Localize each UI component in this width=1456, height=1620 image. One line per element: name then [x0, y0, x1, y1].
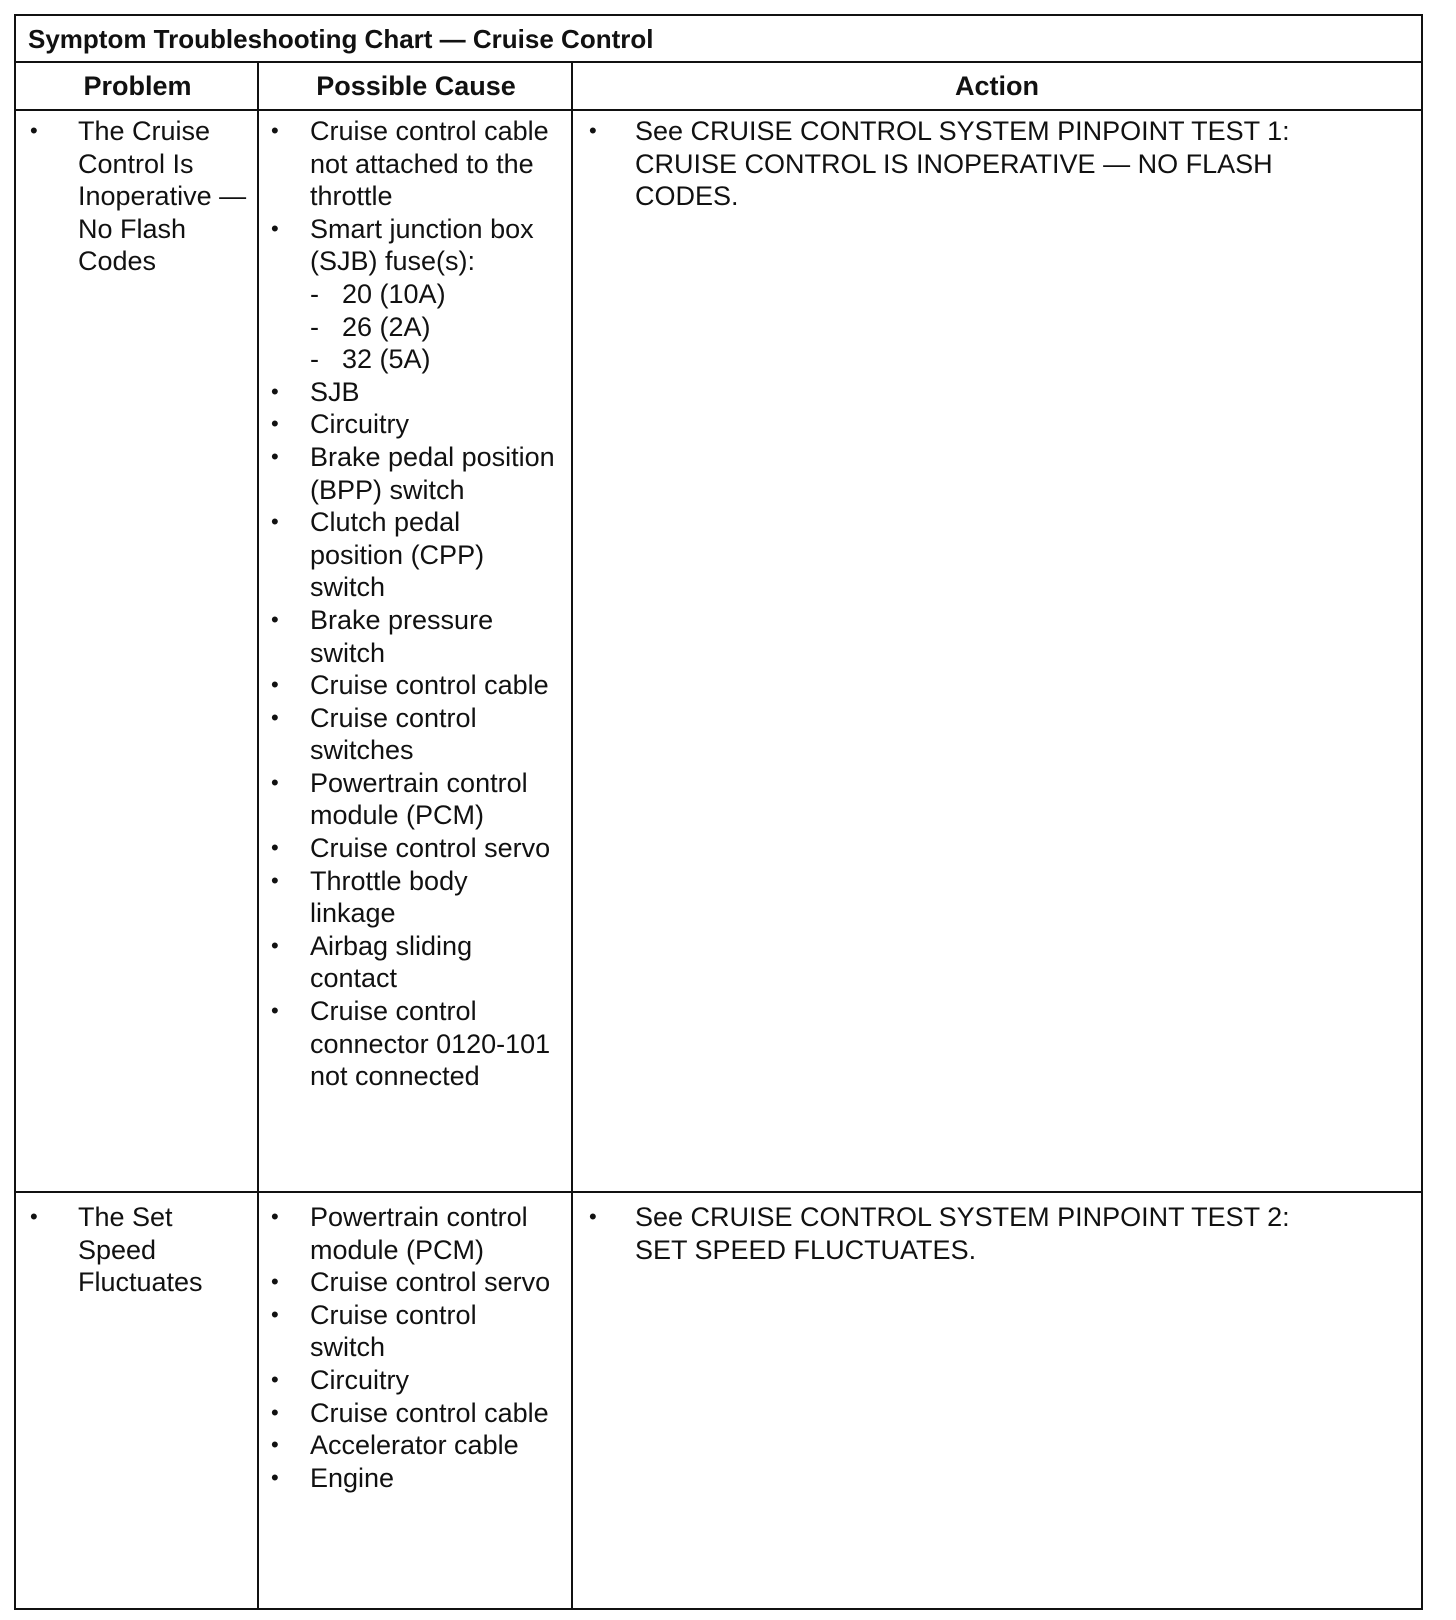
- cause-text: Cruise control cable: [310, 1397, 549, 1428]
- bullet-icon: •: [271, 932, 279, 958]
- bullet-icon: •: [271, 1399, 279, 1425]
- list-item: [259, 930, 559, 995]
- cause-text: Clutch pedal position (CPP) switch: [310, 507, 485, 603]
- cause-text: Engine: [310, 1462, 395, 1493]
- bullet-icon: •: [271, 1301, 279, 1327]
- bullet-icon: •: [271, 835, 279, 861]
- list-item: [259, 115, 559, 213]
- bullet-icon: •: [271, 411, 279, 437]
- bullet-icon: •: [271, 998, 279, 1024]
- bullet-icon: •: [271, 443, 279, 469]
- fuse-list: [310, 278, 559, 376]
- list-item: [259, 1397, 559, 1430]
- list-item: [259, 995, 559, 1093]
- fuse-item: [310, 343, 559, 376]
- cause-text: Cruise control switches: [310, 702, 477, 766]
- bullet-icon: •: [271, 1432, 279, 1458]
- cause-text: Cruise control cable not attached to the throttle: [310, 116, 549, 212]
- list-item: [259, 1299, 559, 1364]
- fuse-item: [310, 311, 559, 344]
- bullet-icon: •: [271, 1366, 279, 1392]
- list-item: [573, 1201, 1313, 1266]
- list-item: [259, 376, 559, 409]
- list-item: [259, 767, 559, 832]
- list-item: [259, 408, 559, 441]
- bullet-icon: •: [271, 672, 279, 698]
- bullet-icon: •: [271, 378, 279, 404]
- column-divider: [571, 63, 573, 1608]
- list-item: [259, 865, 559, 930]
- list-item: [259, 1462, 559, 1495]
- bullet-icon: •: [271, 606, 279, 632]
- list-item: [259, 1266, 559, 1299]
- fuse-item: [310, 278, 559, 311]
- cause-text: SJB: [310, 376, 360, 407]
- cause-text: Powertrain control module (PCM): [310, 1202, 528, 1265]
- cause-text: Cruise control cable: [310, 670, 549, 701]
- chart-title: Symptom Troubleshooting Chart — Cruise Control: [16, 16, 1421, 63]
- bullet-icon: •: [271, 1269, 279, 1295]
- problem-text: The Cruise Control Is Inoperative — No Flash Codes: [78, 116, 247, 277]
- bullet-icon: •: [271, 1464, 279, 1490]
- cause-text: Circuitry: [310, 1364, 409, 1395]
- cause-text: Cruise control servo: [310, 833, 551, 864]
- troubleshooting-chart: [14, 14, 1423, 1610]
- cause-text: Brake pedal position (BPP) switch: [310, 441, 555, 505]
- bullet-icon: •: [271, 215, 279, 241]
- list-item: [259, 1201, 559, 1266]
- problem-text: The Set Speed Fluctuates: [78, 1202, 203, 1298]
- cause-text: Airbag sliding contact: [310, 930, 473, 994]
- row-2-action: [573, 1201, 1313, 1266]
- list-item: [259, 441, 559, 506]
- header-possible-cause: Possible Cause: [259, 63, 573, 111]
- fuse-text: 20 (10A): [342, 278, 446, 309]
- cause-text: Smart junction box (SJB) fuse(s):: [310, 213, 534, 277]
- list-item: [573, 115, 1333, 213]
- list-item: [259, 1364, 559, 1397]
- action-text: See CRUISE CONTROL SYSTEM PINPOINT TEST 1: CRUISE CONTROL IS INOPERATIVE — NO FLASH CODES.: [635, 116, 1290, 212]
- cause-text: Brake pressure switch: [310, 604, 494, 668]
- row-1-problem: [16, 115, 257, 278]
- bullet-icon: •: [271, 704, 279, 730]
- list-item: [259, 669, 559, 702]
- bullet-icon: •: [30, 118, 38, 143]
- bullet-icon: •: [589, 1204, 597, 1229]
- cause-text: Circuitry: [310, 409, 409, 440]
- bullet-icon: •: [271, 509, 279, 535]
- cause-text: Cruise control switch: [310, 1299, 477, 1363]
- cause-text: Cruise control servo: [310, 1267, 551, 1298]
- fuse-text: 32 (5A): [342, 344, 431, 375]
- fuse-text: 26 (2A): [342, 311, 431, 342]
- cause-text: Accelerator cable: [310, 1430, 519, 1461]
- bullet-icon: •: [30, 1204, 38, 1229]
- cause-text: Throttle body linkage: [310, 865, 468, 929]
- row-2-causes: [259, 1201, 559, 1494]
- header-problem: Problem: [16, 63, 259, 111]
- dash-icon: -: [310, 278, 319, 309]
- list-item: [259, 213, 559, 376]
- row-1-causes: [259, 115, 559, 1093]
- bullet-icon: •: [271, 769, 279, 795]
- row-divider: [16, 1191, 1421, 1193]
- bullet-icon: •: [271, 118, 279, 143]
- list-item: [259, 506, 559, 604]
- list-item: [259, 832, 559, 865]
- header-action: Action: [573, 63, 1421, 111]
- action-text: See CRUISE CONTROL SYSTEM PINPOINT TEST 2: SET SPEED FLUCTUATES.: [635, 1202, 1290, 1265]
- list-item: [16, 115, 257, 278]
- dash-icon: -: [310, 311, 319, 342]
- cause-text: Cruise control connector 0120-101 not connected: [310, 996, 551, 1092]
- list-item: [259, 604, 559, 669]
- row-1-action: [573, 115, 1333, 213]
- dash-icon: -: [310, 344, 319, 375]
- bullet-icon: •: [271, 1204, 279, 1229]
- list-item: [259, 702, 559, 767]
- row-2-problem: [16, 1201, 216, 1299]
- list-item: [259, 1429, 559, 1462]
- bullet-icon: •: [271, 867, 279, 893]
- bullet-icon: •: [589, 118, 597, 143]
- list-item: [16, 1201, 216, 1299]
- cause-text: Powertrain control module (PCM): [310, 767, 528, 831]
